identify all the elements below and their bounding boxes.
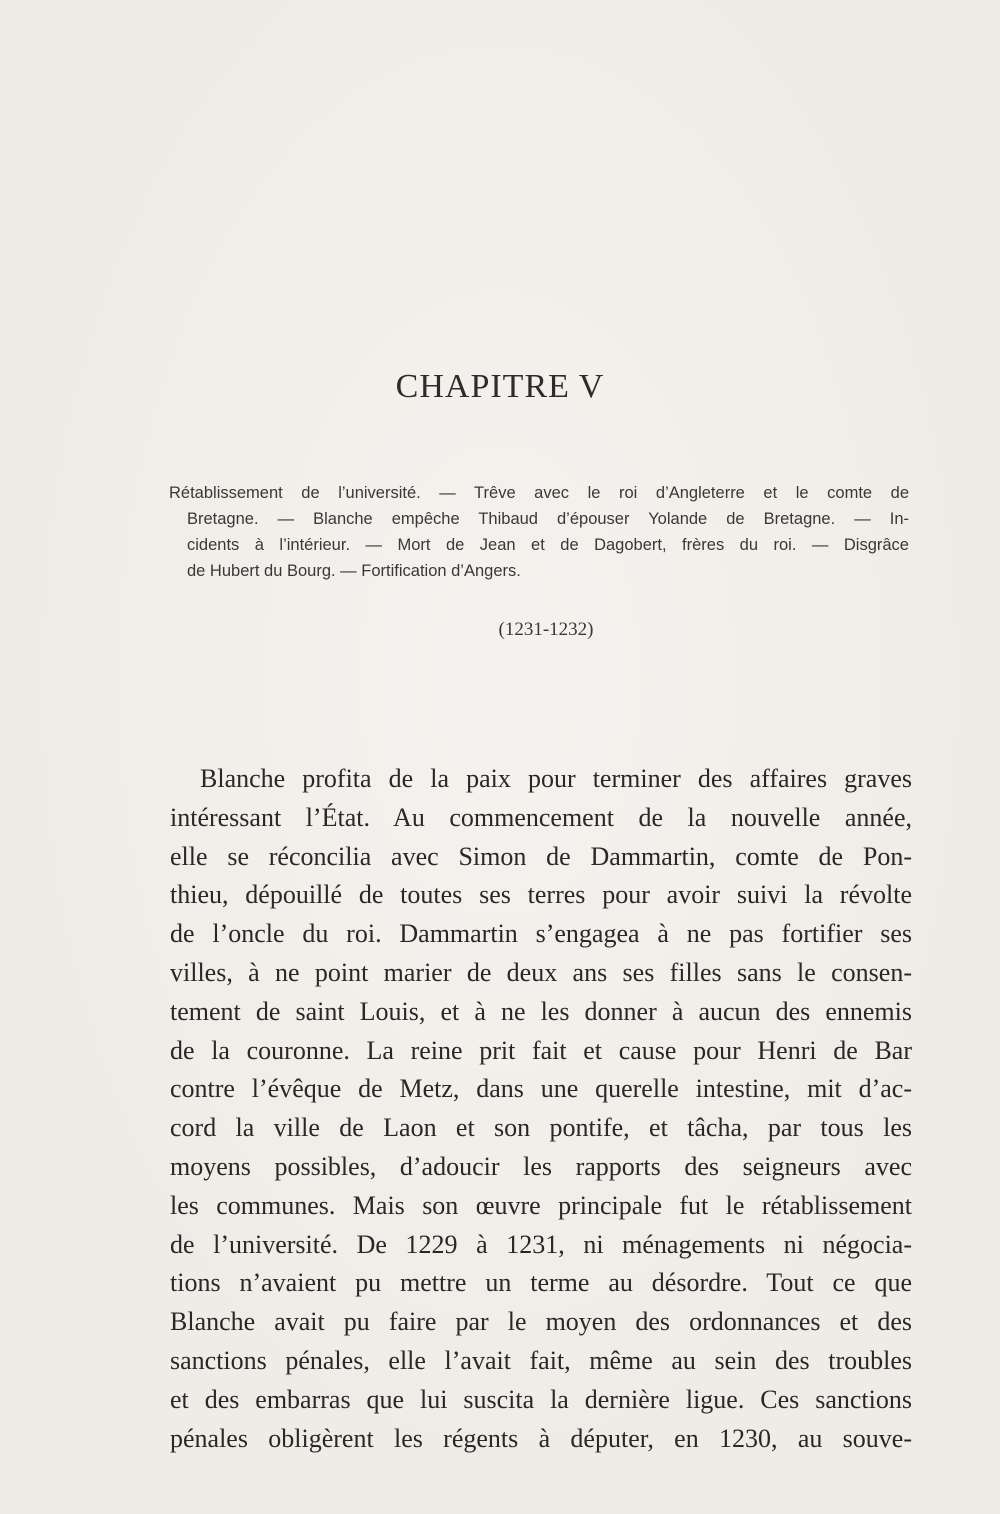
chapter-date-range: (1231-1232): [498, 619, 594, 640]
chapter-summary: [169, 480, 909, 584]
body-line: et des embarras que lui suscita la dernière ligue. Ces sanctions: [170, 1384, 912, 1414]
summary-line: de Hubert du Bourg. — Fortification d’Angers.: [187, 562, 521, 580]
chapter-title: CHAPITRE V: [395, 368, 605, 405]
body-line: pénales obligèrent les régents à députer, en 1230, au souve-: [170, 1423, 912, 1453]
body-line: tions n’avaient pu mettre un terme au désordre. Tout ce que: [170, 1268, 912, 1298]
summary-line: Bretagne. — Blanche empêche Thibaud d’épouser Yolande de Bretagne. — In-: [187, 510, 909, 528]
body-line: villes, à ne point marier de deux ans ses filles sans le consen-: [170, 957, 912, 987]
body-line: thieu, dépouillé de toutes ses terres pour avoir suivi la révolte: [170, 880, 912, 910]
body-line: intéressant l’État. Au commencement de la nouvelle année,: [170, 802, 912, 832]
body-line: tement de saint Louis, et à ne les donner à aucun des ennemis: [170, 996, 912, 1026]
body-line: de l’université. De 1229 à 1231, ni ménagements ni négocia-: [170, 1229, 912, 1259]
body-line: moyens possibles, d’adoucir les rapports des seigneurs avec: [170, 1151, 912, 1181]
body-line: de l’oncle du roi. Dammartin s’engagea à ne pas fortifier ses: [170, 919, 912, 949]
summary-line: cidents à l’intérieur. — Mort de Jean et de Dagobert, frères du roi. — Disgrâce: [187, 536, 909, 554]
body-line: Blanche profita de la paix pour terminer des affaires graves: [200, 764, 912, 793]
body-line: contre l’évêque de Metz, dans une querelle intestine, mit d’ac-: [170, 1074, 912, 1104]
body-line: les communes. Mais son œuvre principale fut le rétablissement: [170, 1190, 912, 1220]
body-line: cord la ville de Laon et son pontife, et tâcha, par tous les: [170, 1113, 912, 1143]
body-line: de la couronne. La reine prit fait et cause pour Henri de Bar: [170, 1035, 912, 1065]
body-line: elle se réconcilia avec Simon de Dammartin, comte de Pon-: [170, 841, 912, 871]
body-paragraph: [170, 760, 912, 1458]
body-line: sanctions pénales, elle l’avait fait, même au sein des troubles: [170, 1345, 912, 1375]
body-line: Blanche avait pu faire par le moyen des ordonnances et des: [170, 1307, 912, 1337]
summary-line: Rétablissement de l’université. — Trêve avec le roi d’Angleterre et le comte de: [169, 484, 909, 502]
